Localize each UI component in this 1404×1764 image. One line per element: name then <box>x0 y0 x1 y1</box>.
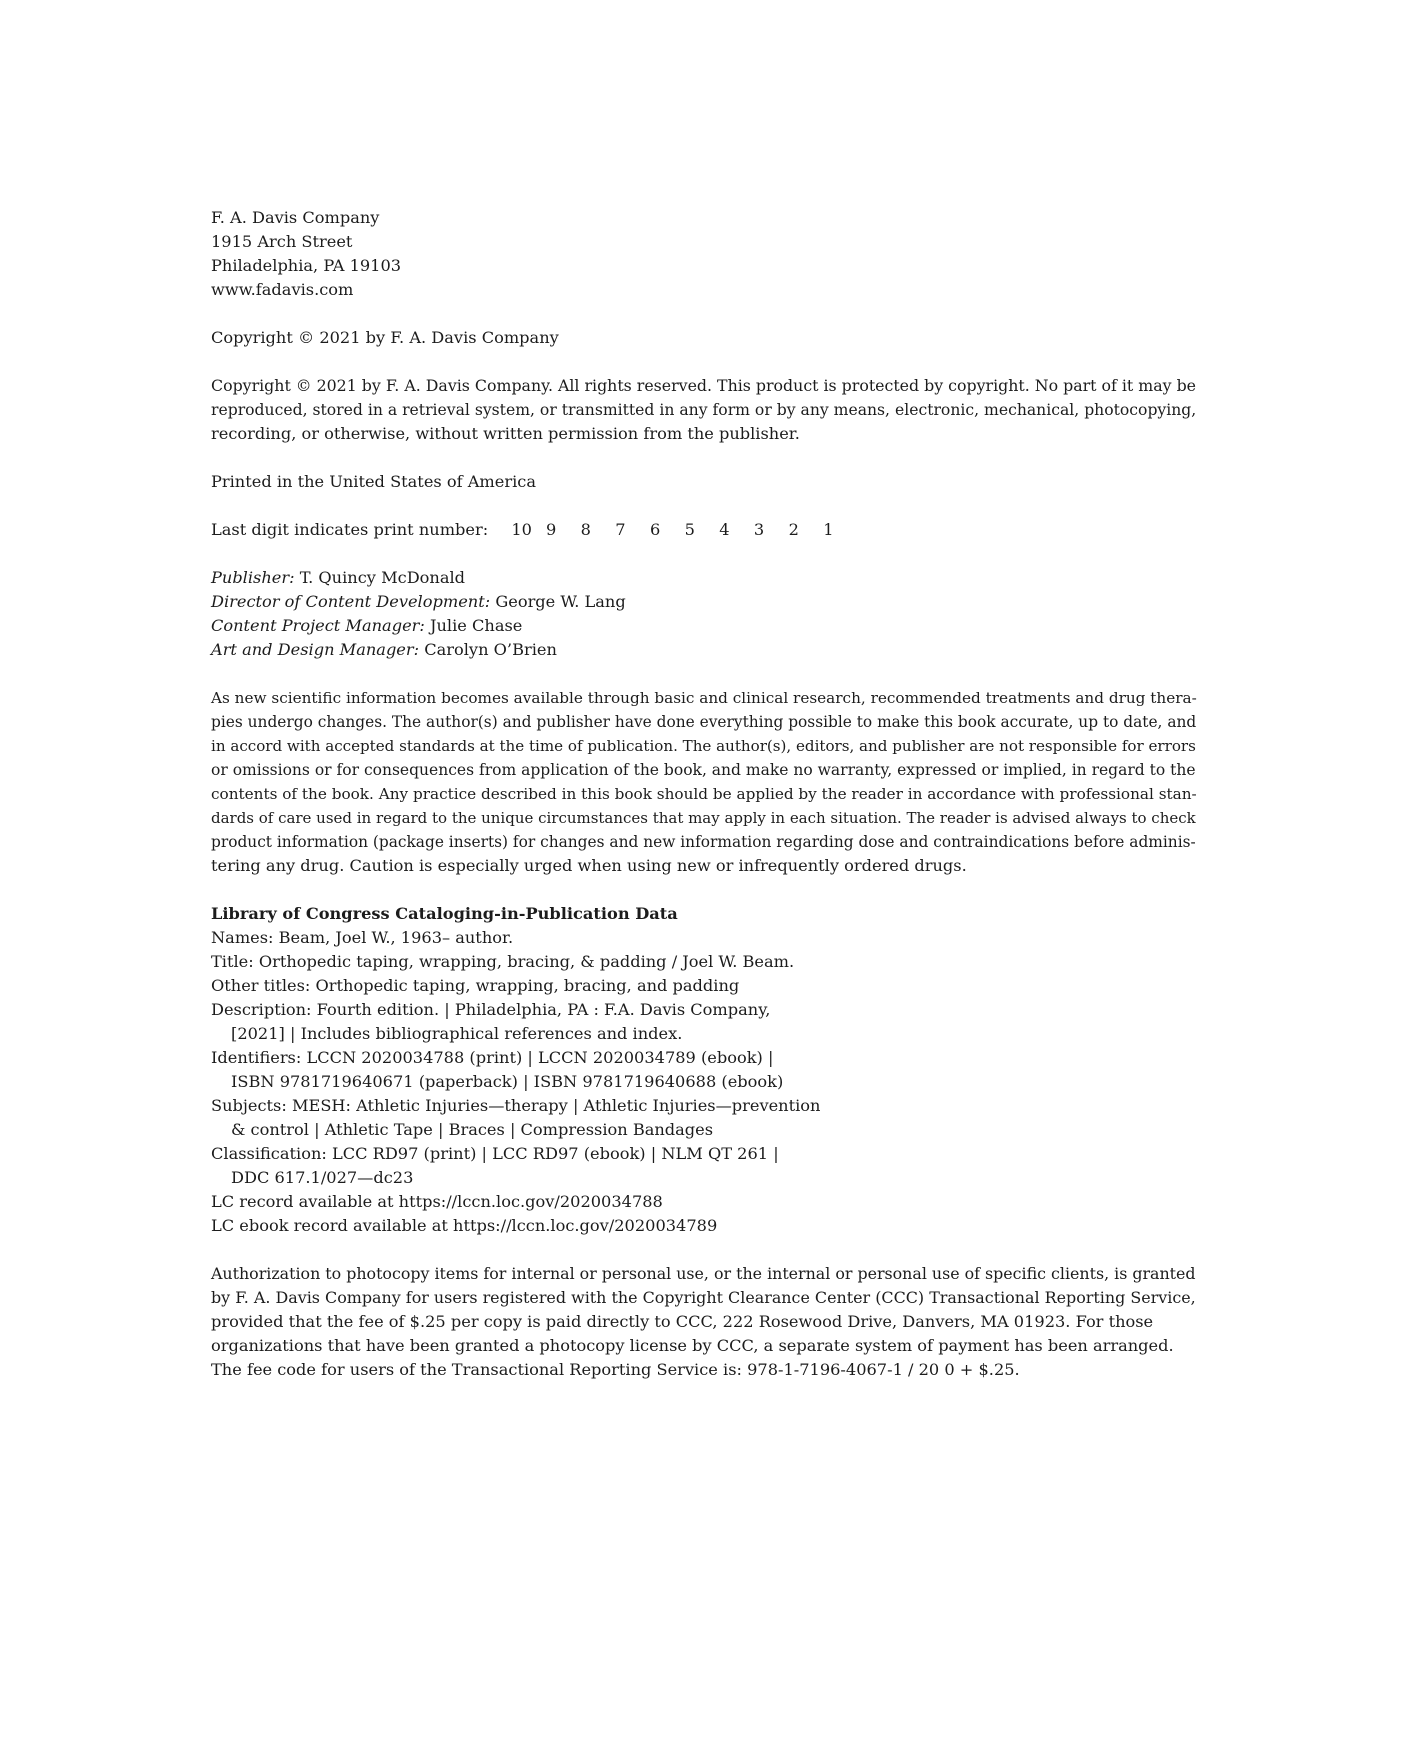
cip-line: [2021] | Includes bibliographical references and index. <box>231 1024 683 1043</box>
print-digit: 3 <box>753 520 765 539</box>
disclaimer-line: or omissions or for consequences from application of the book, and make no warranty, expressed or implied, in regard to the <box>211 761 1196 779</box>
cip-line: LC record available at https://lccn.loc.gov/2020034788 <box>211 1192 663 1211</box>
city-state-zip: Philadelphia, PA 19103 <box>211 256 402 275</box>
print-digit: 7 <box>615 520 626 539</box>
copyright-line: Copyright © 2021 by F. A. Davis Company. All rights reserved. This product is protected by copyright. No part of it may be <box>211 376 1197 395</box>
medical-disclaimer <box>211 686 1201 878</box>
disclaimer-line: in accord with accepted standards at the time of publication. The author(s), editors, and publisher are not responsible for errors <box>211 737 1196 755</box>
cip-heading: Library of Congress Cataloging-in-Publication Data <box>211 904 678 923</box>
cip-line: Other titles: Orthopedic taping, wrapping, bracing, and padding <box>211 976 740 995</box>
credit-art-design <box>211 638 1201 662</box>
publisher-address <box>211 206 1201 302</box>
print-number-label: Last digit indicates print number: <box>211 520 489 539</box>
authorization-line: Authorization to photocopy items for internal or personal use, or the internal or personal use of specific clients, is granted <box>211 1264 1196 1283</box>
print-digit: 6 <box>649 520 661 539</box>
copyright-line: recording, or otherwise, without written permission from the publisher. <box>211 424 800 443</box>
credit-director <box>211 590 1201 614</box>
cip-line: DDC 617.1/027—dc23 <box>231 1168 414 1187</box>
copyright-line: reproduced, stored in a retrieval system, or transmitted in any form or by any means, electronic, mechanical, photocopying, <box>211 401 1197 419</box>
disclaimer-line: tering any drug. Caution is especially urged when using new or infrequently ordered drugs. <box>211 856 967 875</box>
authorization-line: by F. A. Davis Company for users registered with the Copyright Clearance Center (CCC) Transactional Reporting Service, <box>211 1288 1196 1307</box>
credit-role: Publisher: <box>211 568 295 587</box>
cip-line: Title: Orthopedic taping, wrapping, bracing, & padding / Joel W. Beam. <box>211 952 795 971</box>
cip-line: ISBN 9781719640671 (paperback) | ISBN 9781719640688 (ebook) <box>231 1072 784 1091</box>
disclaimer-line: pies undergo changes. The author(s) and publisher have done everything possible to make this book accurate, up to date, and <box>211 713 1197 731</box>
print-digit: 1 <box>823 520 834 539</box>
print-digit: 4 <box>719 520 730 539</box>
print-digit: 5 <box>684 520 695 539</box>
credit-name: Julie Chase <box>430 616 523 635</box>
print-digit: 2 <box>788 520 799 539</box>
print-digit: 10 <box>511 520 532 539</box>
print-digit: 8 <box>580 520 591 539</box>
company-name: F. A. Davis Company <box>211 208 380 227</box>
copyright-page <box>211 206 1201 1406</box>
copyright-notice <box>211 374 1201 446</box>
disclaimer-line: product information (package inserts) for changes and new information regarding dose and contraindications before adminis- <box>211 833 1196 851</box>
credit-role: Director of Content Development: <box>211 592 491 611</box>
cip-line: Subjects: MESH: Athletic Injuries—therapy | Athletic Injuries—prevention <box>211 1096 821 1115</box>
cip-line: LC ebook record available at https://lccn.loc.gov/2020034789 <box>211 1216 718 1235</box>
cip-line: Description: Fourth edition. | Philadelphia, PA : F.A. Davis Company, <box>211 1000 771 1019</box>
cip-line: Identifiers: LCCN 2020034788 (print) | LCCN 2020034789 (ebook) | <box>211 1048 774 1067</box>
print-digit: 9 <box>545 520 557 539</box>
photocopy-authorization <box>211 1262 1201 1382</box>
copyright-short: Copyright © 2021 by F. A. Davis Company <box>211 328 559 347</box>
cip-line: & control | Athletic Tape | Braces | Compression Bandages <box>231 1120 714 1139</box>
disclaimer-line: As new scientific information becomes available through basic and clinical research, recommended treatments and drug thera- <box>211 689 1197 707</box>
street-address: 1915 Arch Street <box>211 232 353 251</box>
disclaimer-line: contents of the book. Any practice described in this book should be applied by the reader in accordance with professional stan- <box>211 785 1197 803</box>
website: www.fadavis.com <box>211 280 354 299</box>
cip-line: Names: Beam, Joel W., 1963– author. <box>211 928 514 947</box>
credit-name: T. Quincy McDonald <box>299 568 466 587</box>
authorization-line: organizations that have been granted a photocopy license by CCC, a separate system of payment has been arranged. <box>211 1336 1174 1355</box>
credit-name: George W. Lang <box>495 592 626 611</box>
cip-data <box>211 902 1201 1238</box>
printed-in: Printed in the United States of America <box>211 472 536 491</box>
credit-project-manager <box>211 614 1201 638</box>
authorization-line: provided that the fee of $.25 per copy is paid directly to CCC, 222 Rosewood Drive, Danvers, MA 01923. For those <box>211 1312 1154 1331</box>
credit-role: Art and Design Manager: <box>211 640 420 659</box>
cip-line: Classification: LCC RD97 (print) | LCC RD97 (ebook) | NLM QT 261 | <box>211 1144 779 1163</box>
credit-role: Content Project Manager: <box>211 616 425 635</box>
print-number-line <box>211 518 1201 542</box>
credit-name: Carolyn O’Brien <box>424 640 557 659</box>
disclaimer-line: dards of care used in regard to the unique circumstances that may apply in each situation. The reader is advised always to check <box>211 809 1196 827</box>
authorization-line: The fee code for users of the Transactional Reporting Service is: 978-1-7196-4067-1 / 20 0 + $.25. <box>211 1360 1020 1379</box>
credit-publisher <box>211 566 1201 590</box>
credits <box>211 566 1201 662</box>
